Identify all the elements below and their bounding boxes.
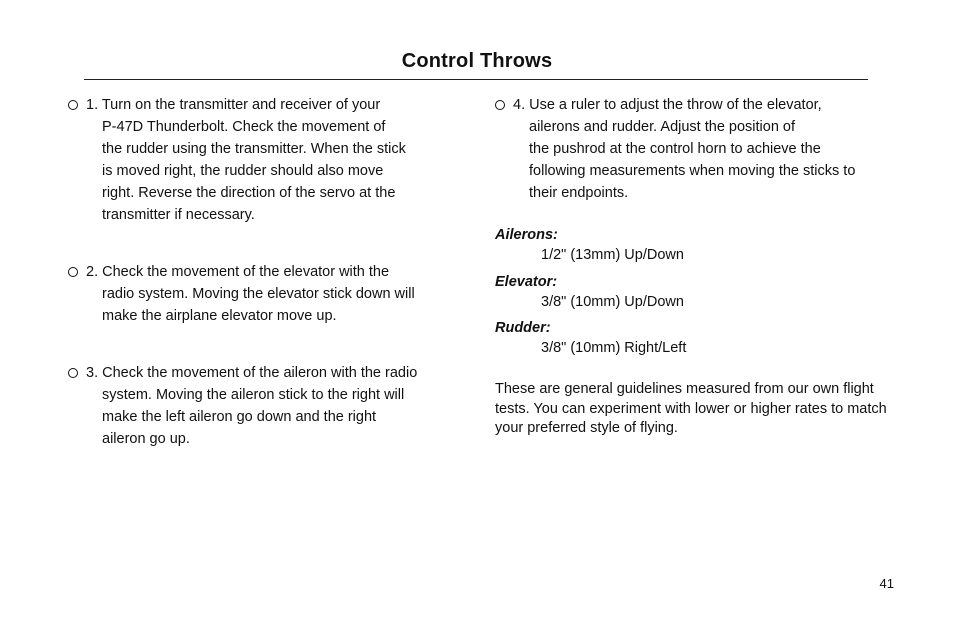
step-line: following measurements when moving the sticks to [529,163,856,179]
step-line: system. Moving the aileron stick to the right will [102,387,405,403]
checkbox-icon[interactable] [495,100,505,110]
measurement-value: 1/2" (13mm) Up/Down [541,247,684,263]
page-number: 41 [879,576,894,591]
measurement-value: 3/8" (10mm) Right/Left [541,340,687,356]
measurement-name: Rudder: [495,320,551,336]
step-line: 3. Check the movement of the aileron with the radio [68,362,417,384]
checkbox-icon[interactable] [68,368,78,378]
measurement-name: Ailerons: [495,227,558,243]
measurement-elevator [495,272,684,312]
step-line: transmitter if necessary. [102,207,255,223]
step-line: make the airplane elevator move up. [102,308,337,324]
step-line: aileron go up. [102,431,190,447]
step-line: right. Reverse the direction of the servo at the [102,185,396,201]
measurement-value: 3/8" (10mm) Up/Down [541,294,684,310]
note-line: These are general guidelines measured from our own flight [495,381,874,397]
measurement-name: Elevator: [495,274,558,290]
checkbox-icon[interactable] [68,267,78,277]
step-4 [495,94,855,204]
step-line: their endpoints. [529,185,629,201]
note-line: tests. You can experiment with lower or higher rates to match [495,400,887,417]
step-line: ailerons and rudder. Adjust the position of [529,119,796,135]
step-line: make the left aileron go down and the right [102,409,377,425]
step-2 [68,261,415,327]
step-line: P-47D Thunderbolt. Check the movement of [102,119,386,135]
page-title: Control Throws [401,50,553,72]
step-line: the rudder using the transmitter. When the stick [102,141,406,157]
step-line: is moved right, the rudder should also move [102,163,384,179]
measurement-rudder [495,318,686,358]
title-divider [84,79,868,80]
step-1 [68,94,406,226]
note-line: your preferred style of flying. [495,420,678,436]
measurement-ailerons [495,225,684,265]
step-line: 4. Use a ruler to adjust the throw of the elevator, [495,94,855,116]
step-line: radio system. Moving the elevator stick down will [102,286,415,302]
step-line: 1. Turn on the transmitter and receiver of your [68,94,406,116]
step-3 [68,362,417,450]
step-line: the pushrod at the control horn to achieve the [529,141,821,157]
checkbox-icon[interactable] [68,100,78,110]
guidelines-note [495,380,887,439]
step-line: 2. Check the movement of the elevator with the [68,261,415,283]
